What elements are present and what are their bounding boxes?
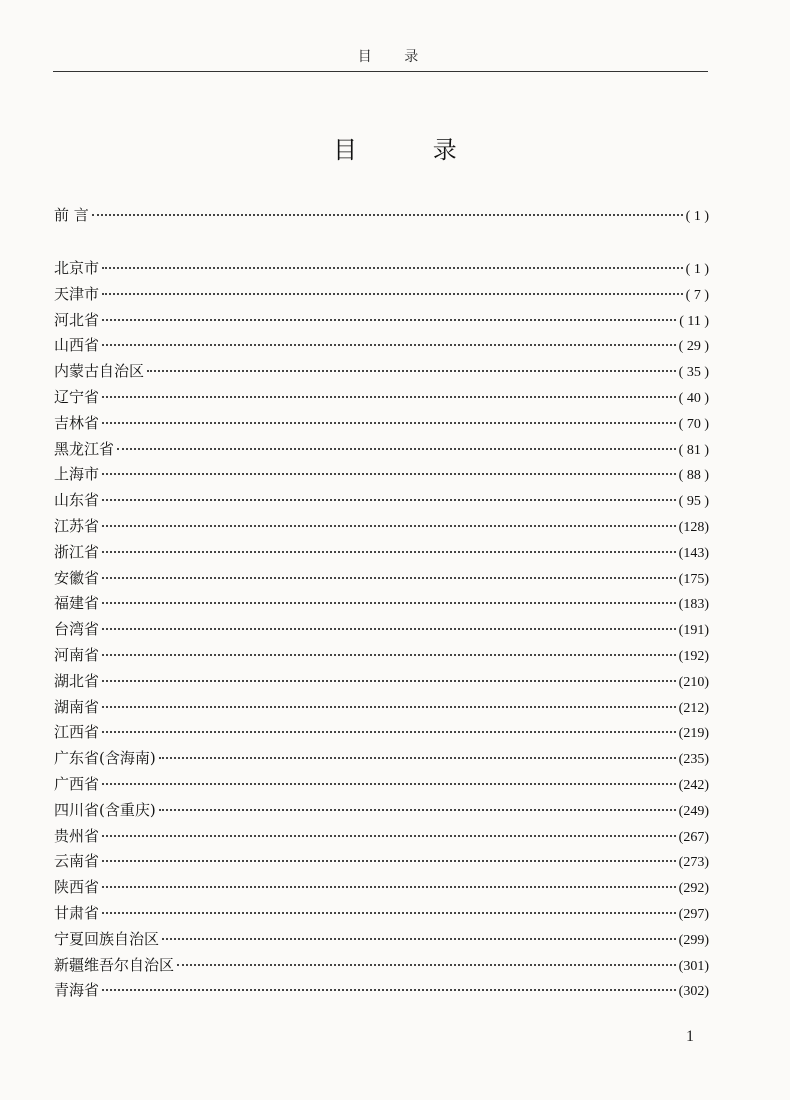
toc-entry-label: 四川省(含重庆) <box>54 800 156 819</box>
toc-entry-label: 吉林省 <box>54 413 100 432</box>
toc-entry-label: 浙江省 <box>54 542 100 561</box>
toc-entry-page: ( 88 ) <box>678 468 709 484</box>
dot-leader <box>102 525 676 527</box>
toc-entry[interactable] <box>54 979 709 1001</box>
toc-entry-label: 贵州省 <box>54 826 100 845</box>
toc-entry-page: (183) <box>678 597 709 613</box>
toc-entry[interactable] <box>54 412 709 434</box>
toc-entry-label: 福建省 <box>54 594 100 613</box>
toc-entry[interactable] <box>54 257 709 279</box>
toc-entry-label: 云南省 <box>54 852 100 871</box>
toc-entry-label: 河北省 <box>54 310 100 329</box>
toc-entry[interactable] <box>54 567 709 589</box>
toc-entry-page: (192) <box>678 649 709 664</box>
toc-title: 目 录 <box>333 136 491 164</box>
toc-entry-page: (210) <box>678 674 709 690</box>
toc-entry-label: 台湾省 <box>54 620 100 639</box>
toc-entry-page: (302) <box>678 984 709 1000</box>
toc-entry-label: 上海市 <box>54 465 100 484</box>
toc-entry[interactable] <box>54 283 709 305</box>
toc-entry-page: (273) <box>678 855 709 871</box>
toc-entry-label: 河南省 <box>54 646 100 664</box>
toc-entry[interactable] <box>54 334 709 356</box>
toc-entry-label: 新疆维吾尔自治区 <box>54 955 175 974</box>
dot-leader <box>102 731 676 733</box>
toc-entry-page: (128) <box>678 520 709 535</box>
toc-entry-page: (267) <box>678 829 709 845</box>
toc-entry-label: 甘肃省 <box>54 904 100 922</box>
dot-leader <box>159 757 676 759</box>
toc-entry[interactable] <box>54 644 709 666</box>
toc-entry-page: ( 81 ) <box>678 442 709 458</box>
toc-entry-page: (219) <box>678 726 709 742</box>
page-number: 1 <box>686 1028 694 1045</box>
toc-entry[interactable] <box>54 592 709 614</box>
toc-entry-label: 辽宁省 <box>54 388 100 406</box>
dot-leader <box>102 783 676 785</box>
toc-entry-label: 北京市 <box>54 259 100 277</box>
toc-entry-label: 天津市 <box>54 284 100 303</box>
dot-leader <box>162 938 676 940</box>
toc-entry-page: (143) <box>678 545 709 561</box>
toc-entry-label: 陕西省 <box>54 878 100 897</box>
dot-leader <box>102 989 676 991</box>
toc-entry[interactable] <box>54 773 709 795</box>
dot-leader <box>102 912 676 914</box>
dot-leader <box>102 706 676 708</box>
toc-entry[interactable] <box>54 696 709 718</box>
dot-leader <box>92 214 683 216</box>
toc-entry-page: ( 1 ) <box>685 209 709 224</box>
toc-entry[interactable] <box>54 850 709 872</box>
toc-entry-page: (175) <box>678 571 709 587</box>
dot-leader <box>102 396 676 398</box>
toc-entry-label: 前 言 <box>54 206 89 224</box>
toc-entry[interactable] <box>54 438 709 460</box>
toc-entry-page: (235) <box>678 752 709 768</box>
toc-entry-page: ( 40 ) <box>678 391 709 406</box>
dot-leader <box>159 809 676 811</box>
dot-leader <box>102 860 676 862</box>
toc-entry-page: (191) <box>678 623 709 639</box>
toc-entry-page: (297) <box>678 907 709 922</box>
toc-entry-label: 山东省 <box>54 491 100 510</box>
toc-entry-label: 山西省 <box>54 336 100 355</box>
toc-entry-label: 湖北省 <box>54 671 100 690</box>
toc-entry-label: 湖南省 <box>54 697 100 716</box>
toc-entry-page: (292) <box>678 881 709 897</box>
dot-leader <box>102 628 676 630</box>
toc-entry-label: 江苏省 <box>54 517 100 535</box>
toc-entry-page: (242) <box>678 778 709 793</box>
toc-entry-label: 黑龙江省 <box>54 439 115 458</box>
toc-entry-page: (249) <box>678 803 709 819</box>
toc-entry[interactable] <box>54 515 709 537</box>
toc-entry[interactable] <box>54 876 709 898</box>
toc-entry[interactable] <box>54 747 709 769</box>
toc-entry[interactable] <box>54 799 709 821</box>
toc-entry[interactable] <box>54 360 709 382</box>
toc-entry[interactable] <box>54 902 709 924</box>
toc-entry-label: 青海省 <box>54 981 100 1000</box>
toc-entry-page: ( 1 ) <box>685 262 709 277</box>
toc-entry-page: ( 7 ) <box>685 287 709 303</box>
dot-leader <box>102 267 683 269</box>
toc-entry-label: 宁夏回族自治区 <box>54 929 160 948</box>
dot-leader <box>102 551 676 553</box>
toc-entry-page: ( 11 ) <box>679 313 709 329</box>
toc-entry-page: ( 35 ) <box>678 365 709 381</box>
dot-leader <box>147 370 676 372</box>
toc-entry-page: (301) <box>678 958 709 974</box>
toc-entry[interactable] <box>54 309 709 331</box>
toc-entry[interactable] <box>54 670 709 692</box>
dot-leader <box>102 499 676 501</box>
dot-leader <box>102 319 676 321</box>
toc-entry-label: 安徽省 <box>54 568 100 587</box>
running-header: 目 录 <box>357 49 433 65</box>
dot-leader <box>102 602 676 604</box>
toc-entry-label: 内蒙古自治区 <box>54 362 145 381</box>
toc-entry-page: ( 95 ) <box>678 494 709 510</box>
toc-entry-page: ( 29 ) <box>678 339 709 355</box>
dot-leader <box>102 344 676 346</box>
dot-leader <box>117 448 676 450</box>
dot-leader <box>177 964 676 966</box>
dot-leader <box>102 835 676 837</box>
dot-leader <box>102 422 676 424</box>
toc-entry-label: 广西省 <box>54 775 100 793</box>
dot-leader <box>102 293 683 295</box>
toc-entry[interactable] <box>54 541 709 563</box>
toc-entry[interactable] <box>54 825 709 847</box>
dot-leader <box>102 473 676 475</box>
toc-entry-preface[interactable] <box>54 204 709 226</box>
toc-entry[interactable] <box>54 489 709 511</box>
toc-entry[interactable] <box>54 618 709 640</box>
toc-entry[interactable] <box>54 928 709 950</box>
dot-leader <box>102 680 676 682</box>
toc-entry[interactable] <box>54 463 709 485</box>
toc-entry-page: (212) <box>678 700 709 716</box>
toc-entry-page: (299) <box>678 932 709 948</box>
toc-entry[interactable] <box>54 721 709 743</box>
header-rule <box>53 71 708 72</box>
toc-entry-label: 江西省 <box>54 723 100 742</box>
toc-entry-page: ( 70 ) <box>678 416 709 432</box>
dot-leader <box>102 886 676 888</box>
dot-leader <box>102 654 676 656</box>
toc-entry-label: 广东省(含海南) <box>54 749 156 768</box>
dot-leader <box>102 577 676 579</box>
toc-entry[interactable] <box>54 386 709 408</box>
toc-entry[interactable] <box>54 954 709 976</box>
